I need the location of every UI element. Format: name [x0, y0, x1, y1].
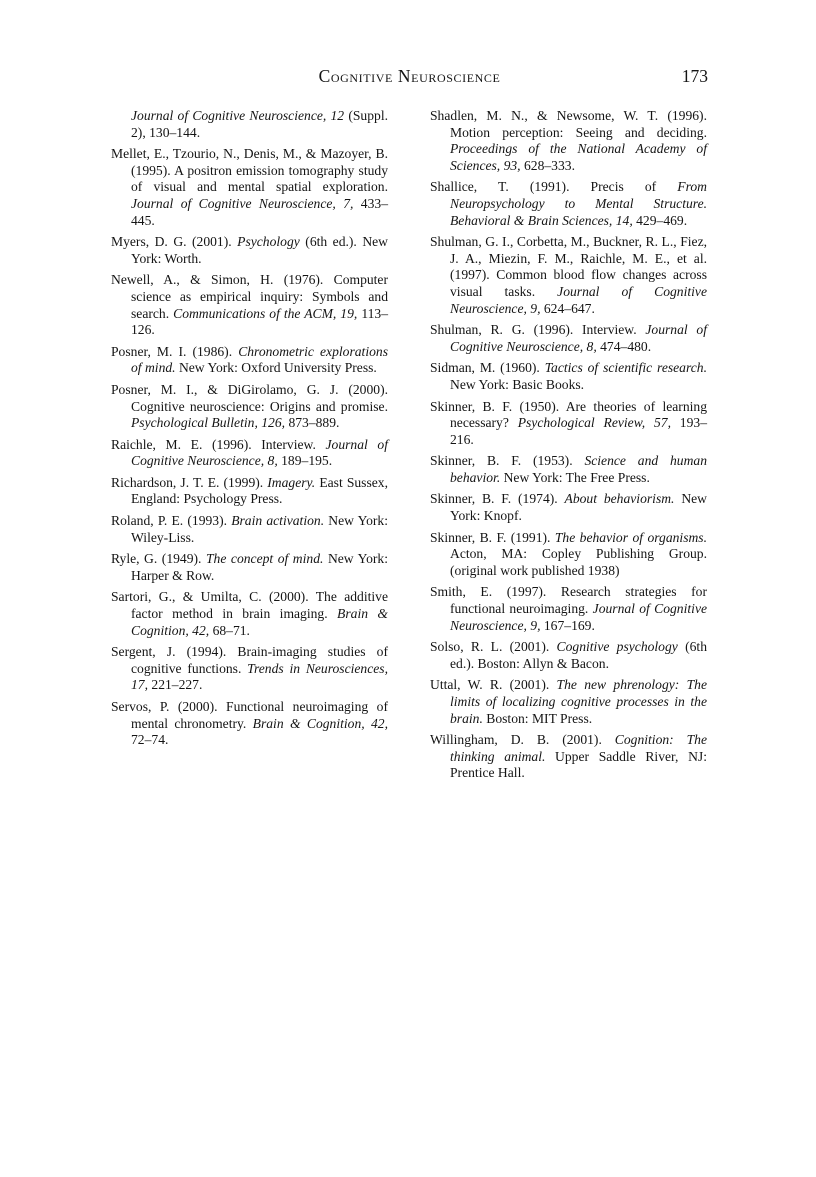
reference-text: Uttal, W. R. (2001). — [430, 677, 557, 693]
reference-italic-text: Brain activation. — [231, 513, 325, 529]
reference-text: New York: The Free Press. — [500, 469, 650, 485]
reference-text: Ryle, G. (1949). — [111, 551, 206, 567]
reference-text: Sergent, J. (1994). Brain-imaging studies of cognitive functions. — [111, 644, 388, 676]
reference-text: 193–216. — [450, 415, 707, 447]
reference-entry — [111, 344, 388, 377]
reference-entry — [111, 272, 388, 338]
reference-italic-text: Communications of the ACM, 19, — [173, 305, 358, 321]
reference-text: 873–889. — [285, 415, 340, 431]
reference-entry — [430, 453, 707, 486]
reference-text: New York: Basic Books. — [450, 376, 585, 392]
reference-text: (6th ed.). Boston: Allyn & Bacon. — [450, 639, 708, 671]
reference-italic-text: Imagery. — [267, 474, 316, 490]
reference-text: East Sussex, England: Psychology Press. — [131, 474, 388, 507]
reference-entry — [111, 234, 388, 267]
reference-entry — [430, 108, 707, 174]
reference-text: 624–647. — [540, 300, 595, 316]
reference-text: Mellet, E., Tzourio, N., Denis, M., & Mazoyer, B. (1995). A positron emission tomography study of visual and mental spatial exploration. — [111, 146, 388, 195]
reference-text: Sidman, M. (1960). — [430, 360, 545, 376]
reference-text: Shallice, T. (1991). Precis of — [430, 179, 678, 195]
reference-italic-text: The behavior of organisms. — [554, 529, 707, 545]
reference-text: Raichle, M. E. (1996). Interview. — [111, 436, 326, 452]
reference-entry — [111, 644, 388, 694]
reference-text: Solso, R. L. (2001). — [430, 639, 557, 655]
reference-italic-text: Journal of Cognitive Neuroscience, 8, — [131, 436, 388, 469]
reference-text: Skinner, B. F. (1991). — [430, 529, 555, 545]
reference-italic-text: Journal of Cognitive Neuroscience, 12 — [131, 108, 345, 123]
reference-text: Boston: MIT Press. — [482, 710, 593, 726]
reference-entry — [111, 551, 388, 584]
reference-text: 72–74. — [131, 732, 169, 748]
reference-text: New York: Oxford University Press. — [175, 360, 377, 376]
reference-text: Shulman, G. I., Corbetta, M., Buckner, R. L., Fiez, J. A., Miezin, F. M., Raichle, M. E., et al. (1997). Common blood flow changes across visual tasks. — [430, 234, 707, 299]
reference-entry — [111, 382, 388, 432]
reference-entry — [430, 179, 707, 229]
reference-entry — [111, 513, 388, 546]
reference-italic-text: Cognition: The thinking animal. — [450, 732, 707, 764]
reference-text: (6th ed.). New York: Worth. — [131, 234, 388, 266]
reference-italic-text: Psychology — [237, 234, 300, 250]
reference-text: 474–480. — [596, 338, 652, 354]
reference-italic-text: Proceedings of the National Academy of Sciences, 93, — [450, 141, 707, 173]
reference-italic-text: Science and human behavior. — [450, 453, 707, 485]
reference-text: Myers, D. G. (2001). — [111, 234, 238, 250]
reference-italic-text: Journal of Cognitive Neuroscience, 9, — [450, 283, 707, 316]
reference-text: Servos, P. (2000). Functional neuroimaging of mental chronometry. — [111, 699, 388, 731]
reference-text: 68–71. — [209, 622, 250, 638]
reference-italic-text: Journal of Cognitive Neuroscience, 7, — [131, 195, 354, 211]
reference-entry — [430, 234, 707, 317]
reference-italic-text: Journal of Cognitive Neuroscience, 8, — [450, 322, 707, 354]
reference-entry — [111, 475, 388, 508]
reference-entry — [111, 699, 388, 749]
reference-text: Sartori, G., & Umilta, C. (2000). The additive factor method in brain imaging. — [111, 589, 388, 622]
reference-text: Acton, MA: Copley Publishing Group. (original work published 1938) — [450, 546, 707, 578]
reference-text: 167–169. — [540, 617, 595, 633]
reference-italic-text: Journal of Cognitive Neuroscience, 9, — [450, 601, 708, 633]
reference-entry — [430, 639, 707, 672]
reference-entry — [430, 530, 707, 580]
reference-text: Posner, M. I. (1986). — [111, 343, 239, 359]
reference-italic-text: Cognitive psychology — [556, 639, 678, 655]
reference-text: 433–445. — [131, 195, 388, 228]
page-header — [111, 66, 708, 92]
reference-column-right — [430, 108, 707, 787]
reference-text: 429–469. — [632, 212, 688, 228]
reference-text: Smith, E. (1997). Research strategies for functional neuroimaging. — [430, 584, 707, 617]
reference-italic-text: Chronometric explorations of mind. — [131, 343, 388, 376]
reference-italic-text: Brain & Cognition, 42, — [131, 606, 389, 638]
reference-text: New York: Knopf. — [450, 491, 707, 524]
reference-entry — [111, 437, 388, 470]
reference-text: Willingham, D. B. (2001). — [430, 732, 615, 748]
reference-text: Shulman, R. G. (1996). Interview. — [430, 322, 646, 338]
reference-italic-text: Psychological Bulletin, 126, — [131, 415, 286, 431]
reference-column-left — [111, 108, 388, 754]
running-head: Cognitive Neuroscience — [318, 66, 501, 86]
reference-entry — [111, 146, 388, 229]
reference-italic-text: About behaviorism. — [564, 491, 675, 507]
reference-text: Skinner, B. F. (1950). Are theories of learning necessary? — [430, 398, 707, 431]
reference-text: New York: Harper & Row. — [131, 551, 388, 583]
page-number: 173 — [681, 66, 708, 86]
reference-text: 628–333. — [520, 157, 575, 173]
reference-italic-text: Brain & Cognition, 42, — [252, 715, 388, 731]
reference-text: Skinner, B. F. (1974). — [430, 491, 565, 507]
reference-text: Skinner, B. F. (1953). — [430, 453, 585, 469]
reference-text: Newell, A., & Simon, H. (1976). Computer science as empirical inquiry: Symbols and search. — [111, 272, 388, 321]
reference-entry — [430, 322, 707, 355]
reference-entry — [111, 108, 388, 141]
reference-entry — [430, 677, 707, 727]
reference-text: 189–195. — [277, 453, 333, 469]
reference-text: Richardson, J. T. E. (1999). — [111, 474, 268, 490]
reference-italic-text: Psychological Review, 57, — [517, 415, 671, 431]
reference-entry — [111, 589, 388, 639]
reference-entry — [430, 732, 707, 782]
reference-italic-text: The concept of mind. — [205, 551, 324, 567]
reference-italic-text: Trends in Neurosciences, 17, — [131, 660, 388, 693]
reference-text: 113–126. — [131, 305, 389, 338]
reference-text: Roland, P. E. (1993). — [111, 513, 232, 529]
reference-italic-text: Tactics of scientific research. — [544, 360, 707, 376]
reference-text: (Suppl. 2), 130–144. — [131, 108, 388, 140]
reference-entry — [430, 584, 707, 634]
reference-text: Posner, M. I., & DiGirolamo, G. J. (2000). Cognitive neuroscience: Origins and promise. — [111, 381, 388, 414]
reference-italic-text: From Neuropsychology to Mental Structure. Behavioral & Brain Sciences, 14, — [450, 179, 707, 228]
reference-text: Upper Saddle River, NJ: Prentice Hall. — [450, 748, 707, 781]
reference-text: Shadlen, M. N., & Newsome, W. T. (1996). Motion perception: Seeing and deciding. — [430, 108, 707, 140]
reference-text: New York: Wiley-Liss. — [131, 513, 388, 545]
reference-entry — [430, 399, 707, 449]
reference-entry — [430, 360, 707, 393]
reference-text: 221–227. — [148, 677, 203, 693]
reference-italic-text: The new phrenology: The limits of localizing cognitive processes in the brain. — [450, 677, 708, 726]
reference-entry — [430, 491, 707, 524]
